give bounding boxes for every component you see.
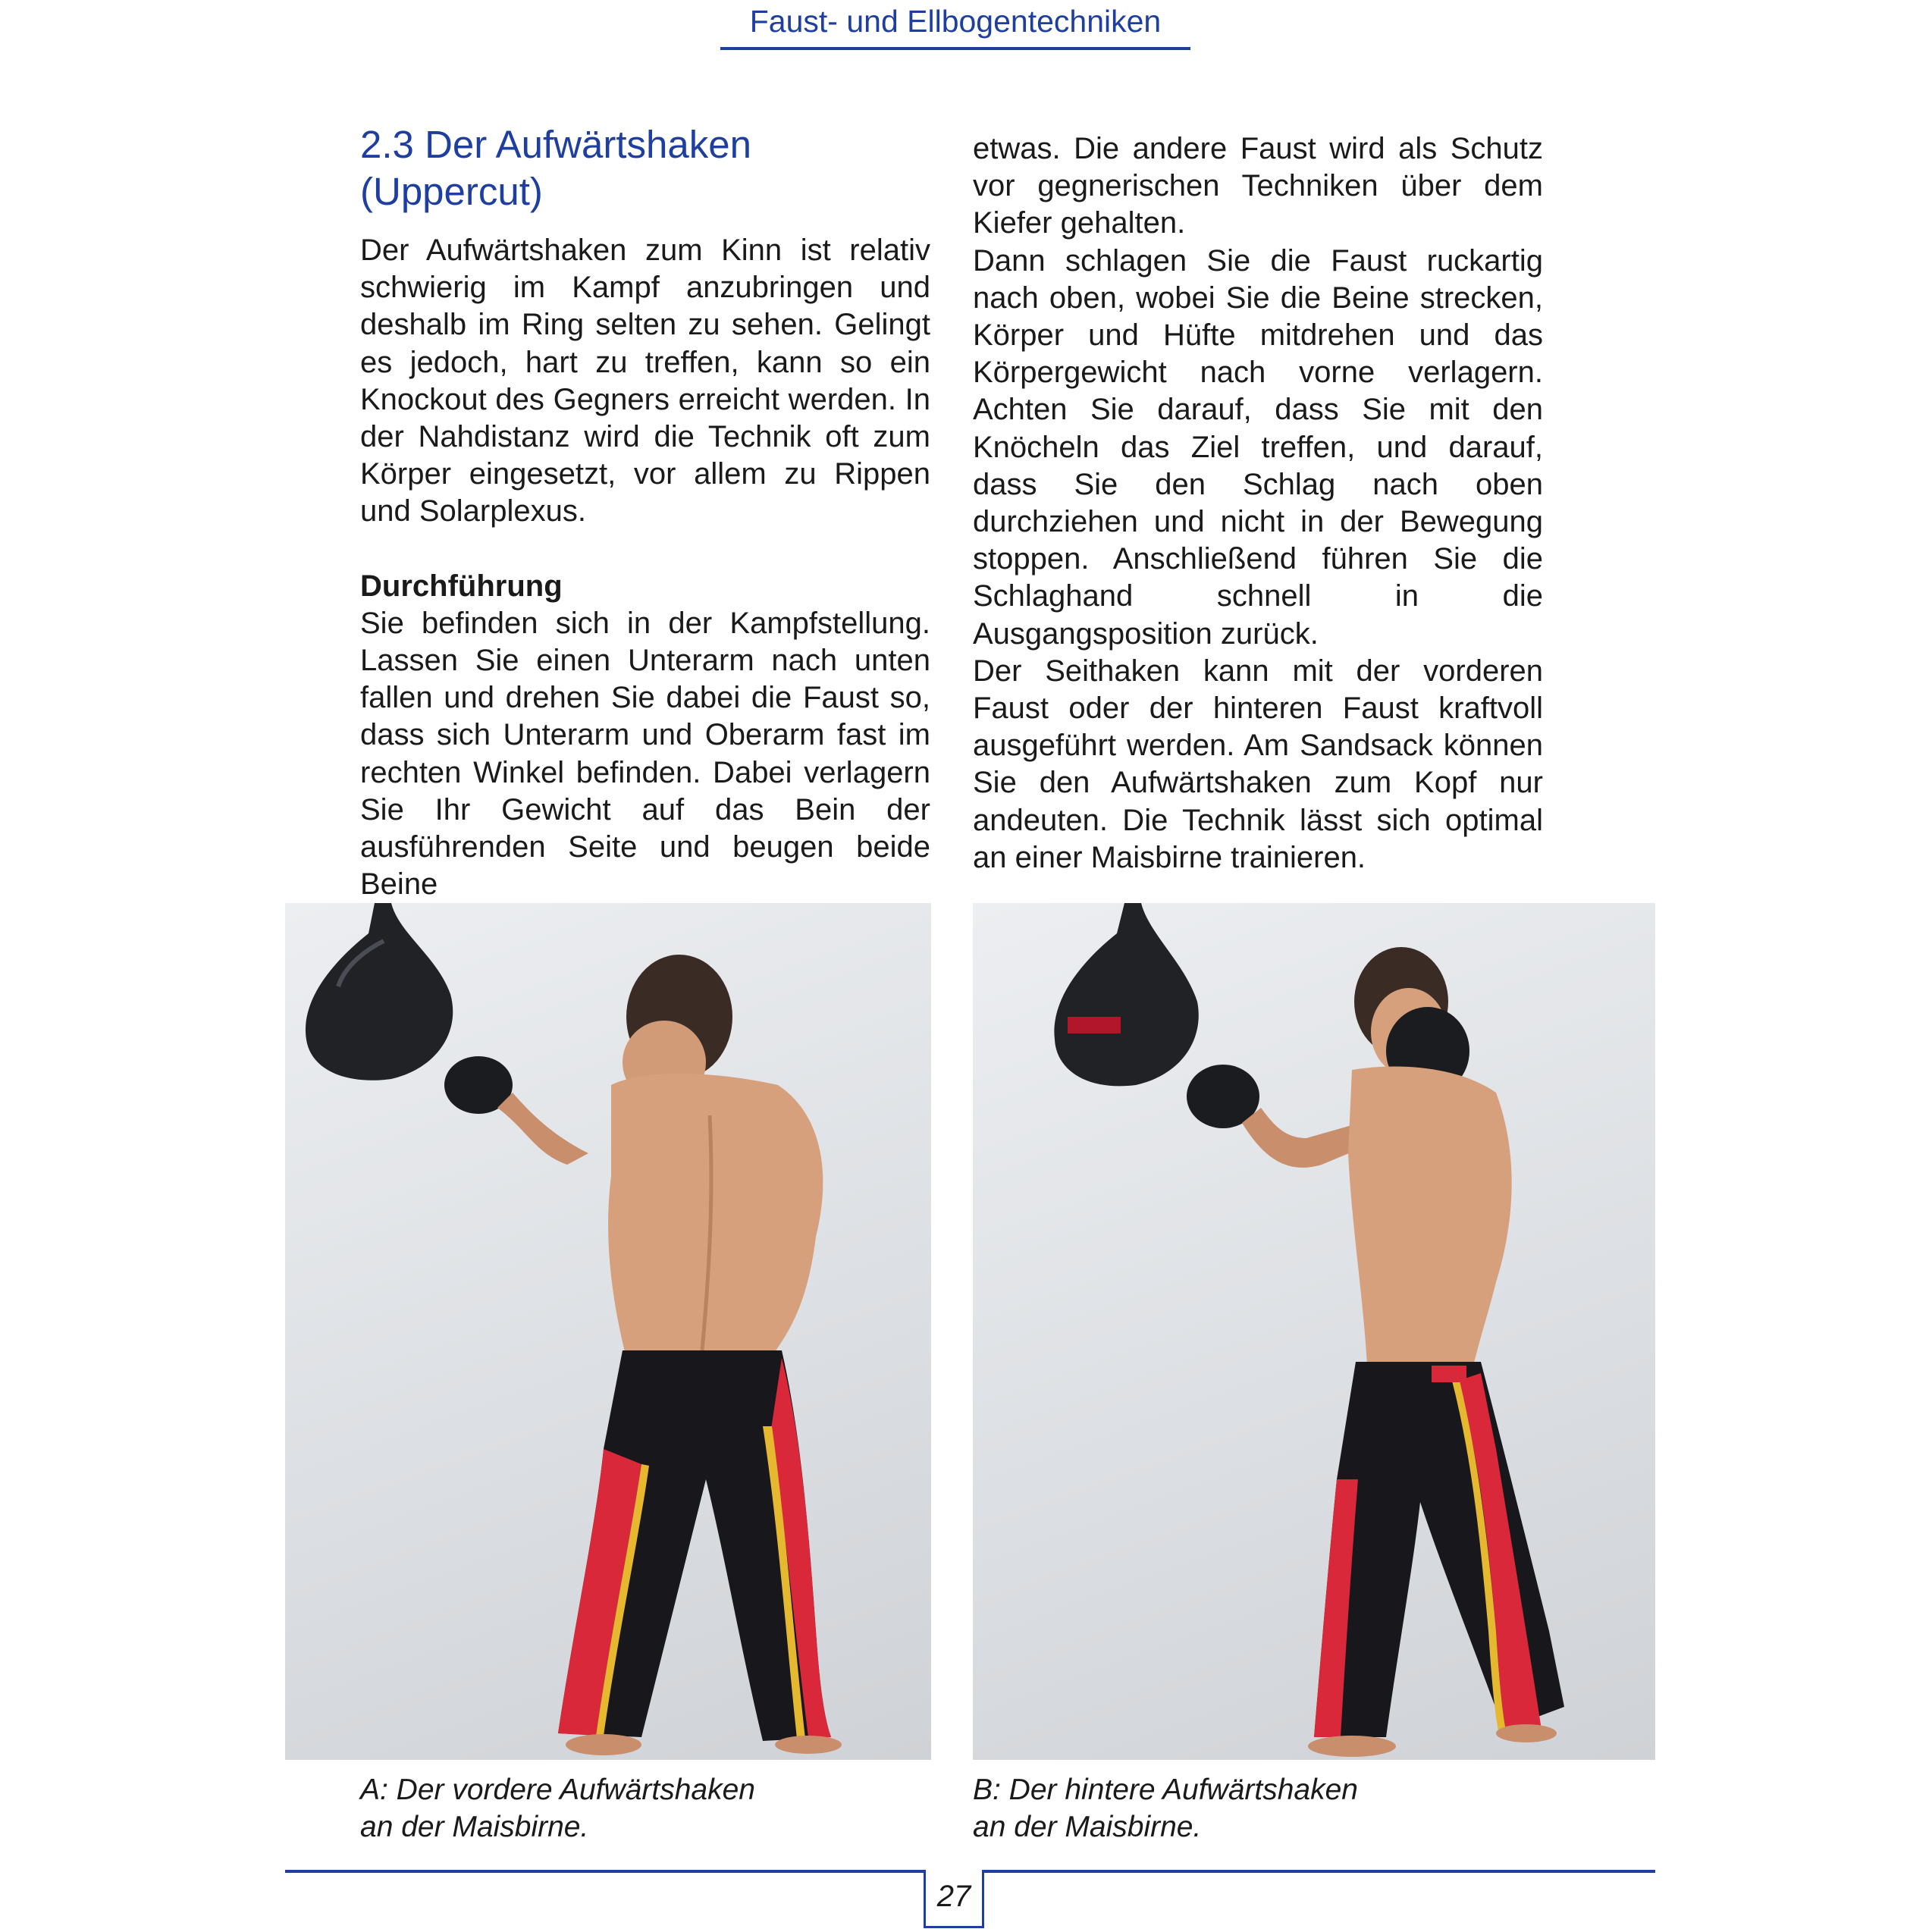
photo-front-uppercut-illustration xyxy=(285,903,931,1760)
photo-front-uppercut xyxy=(285,903,931,1760)
maize-bag-shape xyxy=(306,903,453,1080)
page-number: 27 xyxy=(924,1870,984,1928)
text-column-left xyxy=(360,121,930,903)
section-title xyxy=(360,121,930,215)
execution-paragraph: Dann schlagen Sie die Faust ruckartig nach oben, wobei Sie die Beine strecken, Körper und Hüfte mitdrehen und das Körpergewicht nach vorne verlagern. Achten Sie darauf, dass Sie mit den Knöcheln das Ziel treffen, und darauf, dass Sie den Schlag nach oben durchziehen und nicht in der Bewegung stoppen. Anschließend führen Sie die Schlaghand schnell in die Ausgangsposition zurück. xyxy=(973,243,1543,651)
text-column-right xyxy=(973,130,1543,877)
caption-a-line2: an der Maisbirne. xyxy=(360,1811,589,1843)
torso-shape xyxy=(608,1074,823,1358)
training-paragraph: Der Seithaken kann mit der vorderen Faust oder der hinteren Faust kraftvoll ausgeführt werden. Am Sandsack können Sie den Aufwärtshaken zum Kopf nur andeuten. Die Technik lässt sich optimal an einer Maisbirne trainieren. xyxy=(973,654,1543,874)
caption-b-line2: an der Maisbirne. xyxy=(973,1811,1202,1843)
figure-caption-b xyxy=(973,1771,1358,1846)
running-header: Faust- und Ellbogentechniken xyxy=(720,0,1190,50)
intro-paragraph: Der Aufwärtshaken zum Kinn ist relativ schwierig im Kampf anzubringen und deshalb im Ring selten zu sehen. Gelingt es jedoch, hart zu treffen, kann so ein Knockout des Gegners erreicht werden. In der Nahdistanz wird die Technik oft zum Körper eingesetzt, vor allem zu Rippen und Solarplexus. xyxy=(360,234,930,528)
maize-bag-shape-b xyxy=(1054,903,1198,1086)
caption-a-line1: A: Der vordere Aufwärtshaken xyxy=(360,1774,755,1806)
caption-b-line1: B: Der hintere Aufwärtshaken xyxy=(973,1774,1358,1806)
section-title-line2: (Uppercut) xyxy=(360,170,543,213)
subheading-durchfuehrung: Durchführung xyxy=(360,569,563,603)
continuation-paragraph: etwas. Die andere Faust wird als Schutz vor gegnerischen Techniken über dem Kiefer gehalten. xyxy=(973,132,1543,240)
procedure-paragraph: Sie befinden sich in der Kampfstellung. Lassen Sie einen Unterarm nach unten fallen und drehen Sie dabei die Faust so, dass sich Unterarm und Oberarm fast im rechten Winkel befinden. Dabei verlagern Sie Ihr Gewicht auf das Bein der ausführenden Seite und beugen beide Beine xyxy=(360,606,930,902)
photo-rear-uppercut-illustration xyxy=(973,903,1655,1760)
torso-shape-b xyxy=(1348,1066,1512,1366)
photo-rear-uppercut xyxy=(973,903,1655,1760)
figure-caption-a xyxy=(360,1771,755,1846)
section-title-line1: 2.3 Der Aufwärtshaken xyxy=(360,123,751,166)
